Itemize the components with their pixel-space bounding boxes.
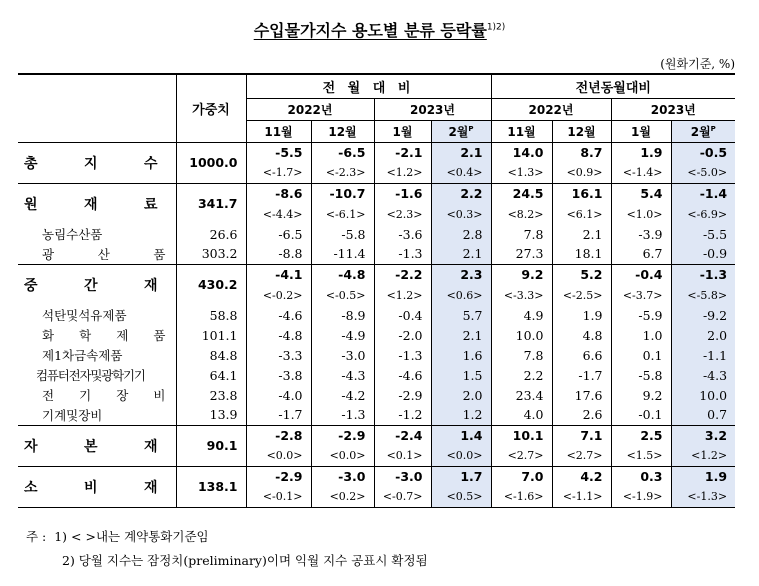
title-footnote-marker: 1)2) xyxy=(486,22,506,33)
value-cell: -5.8 xyxy=(311,224,374,244)
row-label: 중 간 재 xyxy=(24,277,158,294)
value-cell: -3.6 xyxy=(374,224,431,244)
value-cell: 7.8 xyxy=(491,345,552,365)
contract-value-cell: <-0.1> xyxy=(246,487,311,507)
value-cell: -4.3 xyxy=(311,365,374,385)
row-label: 제1차금속제품 xyxy=(42,348,123,363)
contract-value-cell: <1.0> xyxy=(611,204,671,224)
row-label: 원 재 료 xyxy=(24,196,158,213)
value-cell: 1.7 xyxy=(431,466,491,487)
value-cell: -1.7 xyxy=(552,365,611,385)
row-label: 화 학 제 품 xyxy=(42,328,166,343)
value-cell: 2.0 xyxy=(671,325,735,345)
contract-value-cell: <-3.7> xyxy=(611,285,671,305)
header-yoy-2023: 2023년 xyxy=(611,98,735,120)
row-label: 컴퓨터전자및광학기기 xyxy=(36,368,145,383)
contract-value-cell: <1.2> xyxy=(374,285,431,305)
header-mom-m2: 2월$^P$ xyxy=(431,120,491,142)
value-cell: 8.7 xyxy=(552,142,611,163)
value-cell: -5.8 xyxy=(611,365,671,385)
contract-value-cell: <2.7> xyxy=(552,446,611,466)
value-cell: -10.7 xyxy=(311,183,374,204)
value-cell: 10.1 xyxy=(491,425,552,446)
row-weight: 23.8 xyxy=(176,385,246,405)
contract-value-cell: <1.3> xyxy=(491,163,552,183)
contract-value-cell: <0.9> xyxy=(552,163,611,183)
table-row xyxy=(18,305,735,325)
header-mom-2022: 2022년 xyxy=(246,98,374,120)
value-cell: 18.1 xyxy=(552,244,611,264)
contract-value-cell: <6.1> xyxy=(552,204,611,224)
table-row xyxy=(18,345,735,365)
value-cell: 0.7 xyxy=(671,405,735,425)
value-cell: -5.5 xyxy=(246,142,311,163)
value-cell: -4.0 xyxy=(246,385,311,405)
value-cell: -3.0 xyxy=(374,466,431,487)
value-cell: 2.6 xyxy=(552,405,611,425)
value-cell: -0.1 xyxy=(611,405,671,425)
table-row xyxy=(18,425,735,446)
value-cell: -8.6 xyxy=(246,183,311,204)
header-yoy-m2: 2월$^P$ xyxy=(671,120,735,142)
value-cell: -3.9 xyxy=(611,224,671,244)
value-cell: -4.6 xyxy=(246,305,311,325)
row-weight: 84.8 xyxy=(176,345,246,365)
value-cell: -1.3 xyxy=(374,345,431,365)
value-cell: 2.0 xyxy=(431,385,491,405)
value-cell: -4.8 xyxy=(246,325,311,345)
row-weight: 101.1 xyxy=(176,325,246,345)
contract-value-cell: <2.7> xyxy=(491,446,552,466)
row-label: 석탄및석유제품 xyxy=(42,308,127,323)
row-label: 기계및장비 xyxy=(18,405,176,425)
value-cell: -9.2 xyxy=(671,305,735,325)
table-row xyxy=(18,385,735,405)
table-row xyxy=(18,224,735,244)
title-text: 수입물가지수 용도별 분류 등락률 xyxy=(253,21,487,40)
value-cell: 1.6 xyxy=(431,345,491,365)
contract-value-cell: <-0.2> xyxy=(246,285,311,305)
value-cell: 27.3 xyxy=(491,244,552,264)
value-cell: 1.0 xyxy=(611,325,671,345)
contract-value-cell: <-1.7> xyxy=(246,163,311,183)
contract-value-cell: <-1.3> xyxy=(671,487,735,507)
header-yoy-2022: 2022년 xyxy=(491,98,611,120)
contract-value-cell: <1.2> xyxy=(374,163,431,183)
value-cell: -4.2 xyxy=(311,385,374,405)
header-category-cell xyxy=(18,74,176,142)
contract-value-cell: <0.4> xyxy=(431,163,491,183)
row-weight: 64.1 xyxy=(176,365,246,385)
contract-value-cell: <0.5> xyxy=(431,487,491,507)
header-mom: 전 월 대 비 xyxy=(246,74,491,98)
table-row xyxy=(18,142,735,163)
value-cell: 0.1 xyxy=(611,345,671,365)
value-cell: -0.9 xyxy=(671,244,735,264)
contract-value-cell: <1.2> xyxy=(671,446,735,466)
value-cell: -2.8 xyxy=(246,425,311,446)
header-yoy: 전년동월대비 xyxy=(491,74,735,98)
contract-value-cell: <0.0> xyxy=(246,446,311,466)
value-cell: 3.2 xyxy=(671,425,735,446)
value-cell: -1.4 xyxy=(671,183,735,204)
value-cell: -4.9 xyxy=(311,325,374,345)
row-weight: 26.6 xyxy=(176,224,246,244)
contract-value-cell: <0.6> xyxy=(431,285,491,305)
value-cell: -3.3 xyxy=(246,345,311,365)
table-row xyxy=(18,183,735,204)
value-cell: -4.3 xyxy=(671,365,735,385)
value-cell: -2.9 xyxy=(374,385,431,405)
value-cell: -5.5 xyxy=(671,224,735,244)
value-cell: 2.1 xyxy=(431,142,491,163)
value-cell: -6.5 xyxy=(246,224,311,244)
header-mom-m1: 1월 xyxy=(374,120,431,142)
row-weight: 303.2 xyxy=(176,244,246,264)
row-label: 전 기 장 비 xyxy=(42,388,166,403)
value-cell: -1.6 xyxy=(374,183,431,204)
value-cell: 2.3 xyxy=(431,264,491,285)
value-cell: 1.9 xyxy=(611,142,671,163)
value-cell: -2.1 xyxy=(374,142,431,163)
value-cell: 6.6 xyxy=(552,345,611,365)
value-cell: 2.1 xyxy=(431,244,491,264)
value-cell: -3.0 xyxy=(311,466,374,487)
unit-label: (원화기준, %) xyxy=(660,57,735,71)
table-row xyxy=(18,365,735,385)
value-cell: 2.1 xyxy=(552,224,611,244)
contract-value-cell: <2.3> xyxy=(374,204,431,224)
value-cell: -8.8 xyxy=(246,244,311,264)
value-cell: -2.2 xyxy=(374,264,431,285)
value-cell: 23.4 xyxy=(491,385,552,405)
contract-value-cell: <-6.9> xyxy=(671,204,735,224)
value-cell: -3.8 xyxy=(246,365,311,385)
footnotes xyxy=(26,525,428,573)
contract-value-cell: <-1.1> xyxy=(552,487,611,507)
contract-value-cell: <-4.4> xyxy=(246,204,311,224)
contract-value-cell: <0.0> xyxy=(431,446,491,466)
contract-value-cell: <-0.5> xyxy=(311,285,374,305)
row-weight: 138.1 xyxy=(176,466,246,507)
value-cell: 2.1 xyxy=(431,325,491,345)
value-cell: -2.9 xyxy=(246,466,311,487)
value-cell: 2.8 xyxy=(431,224,491,244)
value-cell: 16.1 xyxy=(552,183,611,204)
value-cell: 5.2 xyxy=(552,264,611,285)
table-row xyxy=(18,405,735,425)
table-title xyxy=(0,18,759,41)
value-cell: -11.4 xyxy=(311,244,374,264)
value-cell: 6.7 xyxy=(611,244,671,264)
footnote-1: 주 : 1) < >내는 계약통화기준임 xyxy=(26,529,209,544)
value-cell: -2.9 xyxy=(311,425,374,446)
row-weight: 13.9 xyxy=(176,405,246,425)
row-weight: 341.7 xyxy=(176,183,246,224)
table-row xyxy=(18,325,735,345)
value-cell: -2.4 xyxy=(374,425,431,446)
row-label: 광 산 품 xyxy=(18,244,176,264)
contract-value-cell: <-2.3> xyxy=(311,163,374,183)
contract-value-cell: <-5.0> xyxy=(671,163,735,183)
value-cell: 4.8 xyxy=(552,325,611,345)
row-label: 농림수산품 xyxy=(42,227,103,242)
contract-value-cell: <0.1> xyxy=(374,446,431,466)
value-cell: 24.5 xyxy=(491,183,552,204)
value-cell: 14.0 xyxy=(491,142,552,163)
row-label: 소 비 재 xyxy=(18,466,176,507)
row-label: 자 본 재 xyxy=(18,425,176,466)
value-cell: 10.0 xyxy=(671,385,735,405)
value-cell: 0.3 xyxy=(611,466,671,487)
value-cell: 7.0 xyxy=(491,466,552,487)
value-cell: 2.2 xyxy=(431,183,491,204)
value-cell: 1.4 xyxy=(431,425,491,446)
contract-value-cell: <-3.3> xyxy=(491,285,552,305)
contract-value-cell: <-1.6> xyxy=(491,487,552,507)
table-row xyxy=(18,264,735,285)
contract-value-cell: <-5.8> xyxy=(671,285,735,305)
header-weight: 가중치 xyxy=(176,74,246,142)
value-cell: 4.9 xyxy=(491,305,552,325)
contract-value-cell: <0.2> xyxy=(311,487,374,507)
value-cell: -0.4 xyxy=(611,264,671,285)
contract-value-cell: <-0.7> xyxy=(374,487,431,507)
value-cell: -4.8 xyxy=(311,264,374,285)
header-mom-m12: 12월 xyxy=(311,120,374,142)
header-yoy-m11: 11월 xyxy=(491,120,552,142)
header-mom-m11: 11월 xyxy=(246,120,311,142)
value-cell: -1.1 xyxy=(671,345,735,365)
value-cell: 2.5 xyxy=(611,425,671,446)
contract-value-cell: <8.2> xyxy=(491,204,552,224)
import-price-table xyxy=(18,73,735,508)
contract-value-cell: <-1.4> xyxy=(611,163,671,183)
value-cell: 17.6 xyxy=(552,385,611,405)
contract-value-cell: <-1.9> xyxy=(611,487,671,507)
value-cell: -1.3 xyxy=(374,244,431,264)
value-cell: -1.7 xyxy=(246,405,311,425)
value-cell: -1.3 xyxy=(671,264,735,285)
contract-value-cell: <-2.5> xyxy=(552,285,611,305)
row-weight: 1000.0 xyxy=(176,142,246,183)
header-yoy-m12: 12월 xyxy=(552,120,611,142)
value-cell: 4.2 xyxy=(552,466,611,487)
value-cell: -5.9 xyxy=(611,305,671,325)
value-cell: -4.1 xyxy=(246,264,311,285)
value-cell: 7.1 xyxy=(552,425,611,446)
value-cell: 2.2 xyxy=(491,365,552,385)
header-yoy-m1: 1월 xyxy=(611,120,671,142)
value-cell: -6.5 xyxy=(311,142,374,163)
value-cell: -3.0 xyxy=(311,345,374,365)
contract-value-cell: <0.3> xyxy=(431,204,491,224)
row-weight: 58.8 xyxy=(176,305,246,325)
value-cell: 1.9 xyxy=(552,305,611,325)
contract-value-cell: <1.5> xyxy=(611,446,671,466)
value-cell: -4.6 xyxy=(374,365,431,385)
table-row xyxy=(18,244,735,264)
value-cell: 9.2 xyxy=(491,264,552,285)
value-cell: 1.9 xyxy=(671,466,735,487)
value-cell: 10.0 xyxy=(491,325,552,345)
value-cell: 1.2 xyxy=(431,405,491,425)
row-weight: 430.2 xyxy=(176,264,246,305)
value-cell: -8.9 xyxy=(311,305,374,325)
value-cell: -2.0 xyxy=(374,325,431,345)
value-cell: -1.3 xyxy=(311,405,374,425)
header-mom-2023: 2023년 xyxy=(374,98,491,120)
row-weight: 90.1 xyxy=(176,425,246,466)
value-cell: 7.8 xyxy=(491,224,552,244)
value-cell: 5.4 xyxy=(611,183,671,204)
footnote-2: 2) 당월 지수는 잠정치(preliminary)이며 익월 지수 공표시 확정됨 xyxy=(62,553,428,568)
value-cell: -0.4 xyxy=(374,305,431,325)
table-row xyxy=(18,466,735,487)
value-cell: 9.2 xyxy=(611,385,671,405)
contract-value-cell: <-6.1> xyxy=(311,204,374,224)
value-cell: -0.5 xyxy=(671,142,735,163)
value-cell: -1.2 xyxy=(374,405,431,425)
contract-value-cell: <0.0> xyxy=(311,446,374,466)
value-cell: 1.5 xyxy=(431,365,491,385)
row-label: 총 지 수 xyxy=(18,142,176,183)
value-cell: 5.7 xyxy=(431,305,491,325)
value-cell: 4.0 xyxy=(491,405,552,425)
